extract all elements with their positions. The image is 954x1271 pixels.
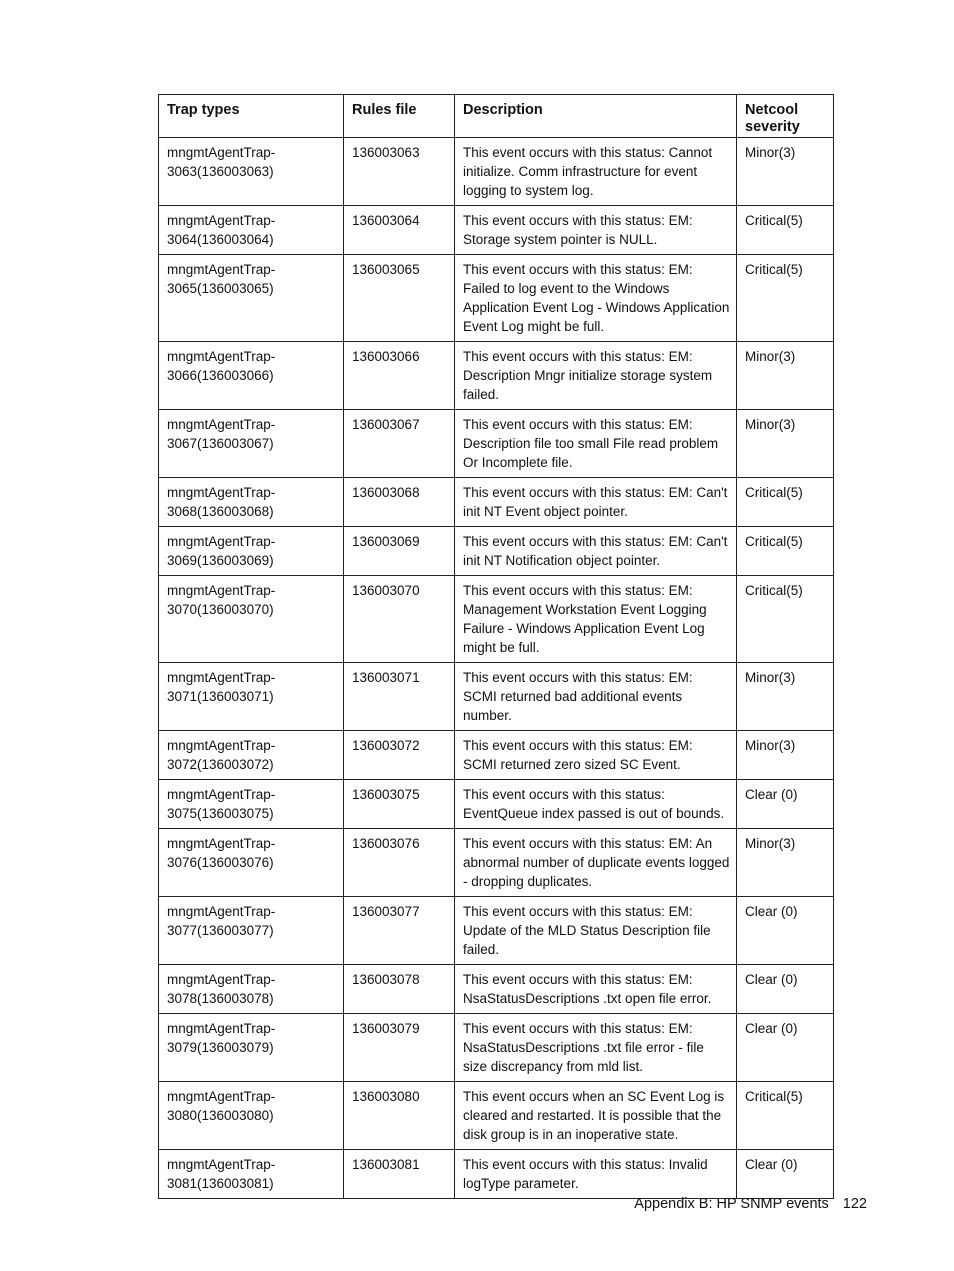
- description-cell: This event occurs with this status: EM: An abnormal number of duplicate events logged - dropping duplicates.: [455, 829, 737, 897]
- table-body: [159, 138, 834, 1199]
- description-cell: This event occurs with this status: EM: SCMI returned zero sized SC Event.: [455, 731, 737, 780]
- description-cell: This event occurs with this status: EM: NsaStatusDescriptions .txt open file error.: [455, 965, 737, 1014]
- description-cell: This event occurs with this status: EM: Can't init NT Notification object pointer.: [455, 527, 737, 576]
- rules-file-cell: 136003065: [344, 255, 455, 342]
- rules-file-cell: 136003068: [344, 478, 455, 527]
- severity-cell: Minor(3): [737, 663, 834, 731]
- rules-file-cell: 136003071: [344, 663, 455, 731]
- table-row: [159, 1082, 834, 1150]
- rules-file-cell: 136003077: [344, 897, 455, 965]
- table-row: [159, 663, 834, 731]
- table-row: [159, 1150, 834, 1199]
- table-row: [159, 576, 834, 663]
- trap-type-cell: mngmtAgentTrap-3071(136003071): [159, 663, 344, 731]
- table-row: [159, 829, 834, 897]
- trap-type-cell: mngmtAgentTrap-3068(136003068): [159, 478, 344, 527]
- trap-type-cell: mngmtAgentTrap-3076(136003076): [159, 829, 344, 897]
- trap-type-cell: mngmtAgentTrap-3075(136003075): [159, 780, 344, 829]
- footer-section-title: Appendix B: HP SNMP events: [634, 1196, 829, 1212]
- table-row: [159, 478, 834, 527]
- table-row: [159, 965, 834, 1014]
- trap-type-cell: mngmtAgentTrap-3077(136003077): [159, 897, 344, 965]
- table-header-row: [159, 95, 834, 138]
- severity-cell: Clear (0): [737, 1014, 834, 1082]
- severity-cell: Minor(3): [737, 138, 834, 206]
- severity-cell: Critical(5): [737, 478, 834, 527]
- rules-file-cell: 136003079: [344, 1014, 455, 1082]
- severity-cell: Clear (0): [737, 780, 834, 829]
- trap-type-cell: mngmtAgentTrap-3081(136003081): [159, 1150, 344, 1199]
- rules-file-cell: 136003078: [344, 965, 455, 1014]
- table-row: [159, 527, 834, 576]
- rules-file-cell: 136003075: [344, 780, 455, 829]
- description-cell: This event occurs with this status: EM: Description file too small File read problem Or Incomplete file.: [455, 410, 737, 478]
- rules-file-cell: 136003081: [344, 1150, 455, 1199]
- rules-file-cell: 136003070: [344, 576, 455, 663]
- description-cell: This event occurs with this status: Invalid logType parameter.: [455, 1150, 737, 1199]
- page-footer: [634, 1196, 867, 1212]
- page-number: 122: [842, 1196, 867, 1212]
- description-cell: This event occurs with this status: EM: Management Workstation Event Logging Failure - Windows Application Event Log might be full.: [455, 576, 737, 663]
- table-row: [159, 206, 834, 255]
- severity-cell: Minor(3): [737, 342, 834, 410]
- rules-file-cell: 136003072: [344, 731, 455, 780]
- description-cell: This event occurs when an SC Event Log is cleared and restarted. It is possible that the disk group is in an inoperative state.: [455, 1082, 737, 1150]
- description-cell: This event occurs with this status: EM: Description Mngr initialize storage system failed.: [455, 342, 737, 410]
- table-row: [159, 731, 834, 780]
- description-cell: This event occurs with this status: EM: Update of the MLD Status Description file failed.: [455, 897, 737, 965]
- severity-cell: Critical(5): [737, 206, 834, 255]
- trap-type-cell: mngmtAgentTrap-3078(136003078): [159, 965, 344, 1014]
- severity-cell: Critical(5): [737, 255, 834, 342]
- table-row: [159, 780, 834, 829]
- description-cell: This event occurs with this status: Cannot initialize. Comm infrastructure for event logging to system log.: [455, 138, 737, 206]
- trap-type-cell: mngmtAgentTrap-3064(136003064): [159, 206, 344, 255]
- rules-file-cell: 136003063: [344, 138, 455, 206]
- table-row: [159, 410, 834, 478]
- trap-type-cell: mngmtAgentTrap-3066(136003066): [159, 342, 344, 410]
- rules-file-cell: 136003066: [344, 342, 455, 410]
- table-row: [159, 255, 834, 342]
- table-row: [159, 897, 834, 965]
- header-rules-file: Rules file: [344, 95, 455, 138]
- severity-cell: Clear (0): [737, 897, 834, 965]
- header-netcool-severity: Netcool severity: [737, 95, 834, 138]
- severity-cell: Minor(3): [737, 410, 834, 478]
- severity-cell: Clear (0): [737, 965, 834, 1014]
- description-cell: This event occurs with this status: EM: NsaStatusDescriptions .txt file error - file size discrepancy from mld list.: [455, 1014, 737, 1082]
- snmp-events-table: [158, 94, 834, 1199]
- description-cell: This event occurs with this status: EM: Storage system pointer is NULL.: [455, 206, 737, 255]
- rules-file-cell: 136003067: [344, 410, 455, 478]
- table-row: [159, 138, 834, 206]
- trap-type-cell: mngmtAgentTrap-3063(136003063): [159, 138, 344, 206]
- rules-file-cell: 136003069: [344, 527, 455, 576]
- rules-file-cell: 136003064: [344, 206, 455, 255]
- description-cell: This event occurs with this status: EM: SCMI returned bad additional events number.: [455, 663, 737, 731]
- trap-type-cell: mngmtAgentTrap-3080(136003080): [159, 1082, 344, 1150]
- severity-cell: Critical(5): [737, 527, 834, 576]
- table-row: [159, 342, 834, 410]
- severity-cell: Minor(3): [737, 829, 834, 897]
- trap-type-cell: mngmtAgentTrap-3070(136003070): [159, 576, 344, 663]
- trap-type-cell: mngmtAgentTrap-3079(136003079): [159, 1014, 344, 1082]
- severity-cell: Critical(5): [737, 1082, 834, 1150]
- severity-cell: Clear (0): [737, 1150, 834, 1199]
- description-cell: This event occurs with this status: EventQueue index passed is out of bounds.: [455, 780, 737, 829]
- header-trap-types: Trap types: [159, 95, 344, 138]
- rules-file-cell: 136003076: [344, 829, 455, 897]
- description-cell: This event occurs with this status: EM: Can't init NT Event object pointer.: [455, 478, 737, 527]
- trap-type-cell: mngmtAgentTrap-3069(136003069): [159, 527, 344, 576]
- trap-type-cell: mngmtAgentTrap-3065(136003065): [159, 255, 344, 342]
- table-row: [159, 1014, 834, 1082]
- header-description: Description: [455, 95, 737, 138]
- trap-type-cell: mngmtAgentTrap-3072(136003072): [159, 731, 344, 780]
- rules-file-cell: 136003080: [344, 1082, 455, 1150]
- description-cell: This event occurs with this status: EM: Failed to log event to the Windows Application Event Log - Windows Application Event Log might be full.: [455, 255, 737, 342]
- severity-cell: Minor(3): [737, 731, 834, 780]
- severity-cell: Critical(5): [737, 576, 834, 663]
- trap-type-cell: mngmtAgentTrap-3067(136003067): [159, 410, 344, 478]
